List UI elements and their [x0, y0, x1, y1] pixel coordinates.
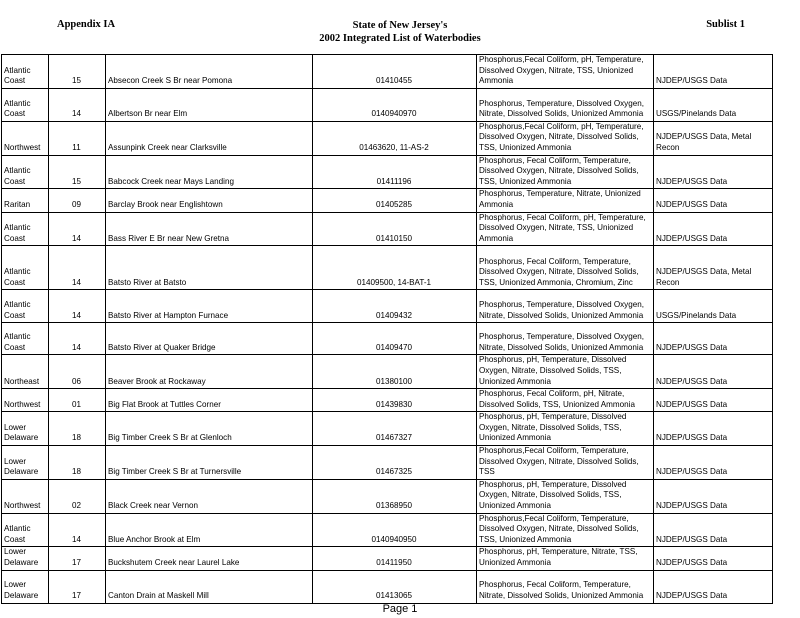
- table-row: [2, 355, 773, 389]
- parameters-cell: Phosphorus, Temperature, Dissolved Oxygen, Nitrate, Dissolved Solids, Unionized Ammonia: [477, 290, 654, 323]
- wma-cell: 14: [49, 290, 106, 323]
- site-id-cell: 01467325: [313, 446, 477, 480]
- wma-cell: 18: [49, 446, 106, 480]
- table-row: [2, 479, 773, 513]
- site-id-cell: 01380100: [313, 355, 477, 389]
- site-name-cell: Buckshutem Creek near Laurel Lake: [106, 547, 313, 570]
- region-cell: Atlantic Coast: [2, 155, 49, 189]
- site-name-cell: Beaver Brook at Rockaway: [106, 355, 313, 389]
- site-name-cell: Bass River E Br near New Gretna: [106, 212, 313, 246]
- parameters-cell: Phosphorus, pH, Temperature, Dissolved Oxygen, Nitrate, Dissolved Solids, TSS, Unionized Ammonia: [477, 479, 654, 513]
- table-row: [2, 389, 773, 412]
- wma-cell: 15: [49, 155, 106, 189]
- wma-cell: 18: [49, 412, 106, 446]
- site-name-cell: Batsto River at Hampton Furnace: [106, 290, 313, 323]
- site-id-cell: 01467327: [313, 412, 477, 446]
- wma-cell: 02: [49, 479, 106, 513]
- wma-cell: 14: [49, 88, 106, 121]
- wma-cell: 11: [49, 121, 106, 155]
- parameters-cell: Phosphorus,Fecal Coliform, pH, Temperature, Dissolved Oxygen, Nitrate, TSS, Unionized Ammonia: [477, 55, 654, 89]
- site-name-cell: Big Flat Brook at Tuttles Corner: [106, 389, 313, 412]
- parameters-cell: Phosphorus, Fecal Coliform, Temperature, Dissolved Oxygen, Nitrate, Dissolved Solids, TSS, Unionized Ammonia: [477, 155, 654, 189]
- site-name-cell: Absecon Creek S Br near Pomona: [106, 55, 313, 89]
- site-name-cell: Blue Anchor Brook at Elm: [106, 513, 313, 547]
- parameters-cell: Phosphorus,Fecal Coliform, Temperature, Dissolved Oxygen, Nitrate, Dissolved Solids, TSS, Unionized Ammonia: [477, 513, 654, 547]
- wma-cell: 01: [49, 389, 106, 412]
- data-source-cell: NJDEP/USGS Data: [654, 479, 773, 513]
- waterbody-table: [1, 54, 773, 604]
- region-cell: Northwest: [2, 389, 49, 412]
- wma-cell: 14: [49, 246, 106, 290]
- parameters-cell: Phosphorus, Temperature, Dissolved Oxygen, Nitrate, Dissolved Solids, Unionized Ammonia: [477, 323, 654, 355]
- site-id-cell: 0140940950: [313, 513, 477, 547]
- site-id-cell: 01439830: [313, 389, 477, 412]
- table-row: [2, 290, 773, 323]
- region-cell: Atlantic Coast: [2, 88, 49, 121]
- wma-cell: 09: [49, 189, 106, 212]
- table-body: [2, 55, 773, 604]
- site-id-cell: 0140940970: [313, 88, 477, 121]
- site-id-cell: 01411196: [313, 155, 477, 189]
- wma-cell: 14: [49, 323, 106, 355]
- data-source-cell: NJDEP/USGS Data: [654, 155, 773, 189]
- table-row: [2, 155, 773, 189]
- site-id-cell: 01368950: [313, 479, 477, 513]
- region-cell: Northeast: [2, 355, 49, 389]
- site-name-cell: Big Timber Creek S Br at Turnersville: [106, 446, 313, 480]
- parameters-cell: Phosphorus, Fecal Coliform, pH, Nitrate, Dissolved Solids, TSS, Unionized Ammonia: [477, 389, 654, 412]
- table-row: [2, 189, 773, 212]
- wma-cell: 14: [49, 212, 106, 246]
- site-name-cell: Batsto River at Batsto: [106, 246, 313, 290]
- table-row: [2, 412, 773, 446]
- data-source-cell: USGS/Pinelands Data: [654, 290, 773, 323]
- site-id-cell: 01413065: [313, 570, 477, 603]
- site-name-cell: Canton Drain at Maskell Mill: [106, 570, 313, 603]
- region-cell: Northwest: [2, 479, 49, 513]
- parameters-cell: Phosphorus,Fecal Coliform, pH, Temperature, Dissolved Oxygen, Nitrate, Dissolved Solids, TSS, Unionized Ammonia: [477, 121, 654, 155]
- site-name-cell: Batsto River at Quaker Bridge: [106, 323, 313, 355]
- wma-cell: 15: [49, 55, 106, 89]
- table-row: [2, 570, 773, 603]
- region-cell: Lower Delaware: [2, 547, 49, 570]
- data-source-cell: NJDEP/USGS Data: [654, 212, 773, 246]
- region-cell: Atlantic Coast: [2, 55, 49, 89]
- region-cell: Atlantic Coast: [2, 212, 49, 246]
- region-cell: Lower Delaware: [2, 570, 49, 603]
- data-source-cell: NJDEP/USGS Data: [654, 355, 773, 389]
- sublist-label: Sublist 1: [706, 19, 745, 30]
- appendix-label: Appendix IA: [57, 19, 116, 30]
- site-name-cell: Babcock Creek near Mays Landing: [106, 155, 313, 189]
- data-source-cell: NJDEP/USGS Data, Metal Recon: [654, 246, 773, 290]
- table-row: [2, 323, 773, 355]
- table-row: [2, 88, 773, 121]
- parameters-cell: Phosphorus, pH, Temperature, Nitrate, TSS, Unionized Ammonia: [477, 547, 654, 570]
- page-number: Page 1: [382, 603, 418, 615]
- data-source-cell: NJDEP/USGS Data: [654, 55, 773, 89]
- data-source-cell: NJDEP/USGS Data: [654, 570, 773, 603]
- parameters-cell: Phosphorus, Temperature, Dissolved Oxygen, Nitrate, Dissolved Solids, Unionized Ammonia: [477, 88, 654, 121]
- data-source-cell: USGS/Pinelands Data: [654, 88, 773, 121]
- data-source-cell: NJDEP/USGS Data: [654, 547, 773, 570]
- site-name-cell: Big Timber Creek S Br at Glenloch: [106, 412, 313, 446]
- site-id-cell: 01409470: [313, 323, 477, 355]
- parameters-cell: Phosphorus, Fecal Coliform, pH, Temperature, Dissolved Oxygen, Nitrate, TSS, Unionized Ammonia: [477, 212, 654, 246]
- site-id-cell: 01409432: [313, 290, 477, 323]
- region-cell: Atlantic Coast: [2, 513, 49, 547]
- site-name-cell: Black Creek near Vernon: [106, 479, 313, 513]
- table-row: [2, 55, 773, 89]
- region-cell: Atlantic Coast: [2, 323, 49, 355]
- site-name-cell: Albertson Br near Elm: [106, 88, 313, 121]
- region-cell: Lower Delaware: [2, 412, 49, 446]
- site-id-cell: 01405285: [313, 189, 477, 212]
- site-id-cell: 01409500, 14-BAT-1: [313, 246, 477, 290]
- site-name-cell: Assunpink Creek near Clarksville: [106, 121, 313, 155]
- region-cell: Northwest: [2, 121, 49, 155]
- data-source-cell: NJDEP/USGS Data: [654, 189, 773, 212]
- data-source-cell: NJDEP/USGS Data, Metal Recon: [654, 121, 773, 155]
- parameters-cell: Phosphorus,Fecal Coliform, Temperature, Dissolved Oxygen, Nitrate, Dissolved Solids, TSS: [477, 446, 654, 480]
- region-cell: Atlantic Coast: [2, 290, 49, 323]
- site-name-cell: Barclay Brook near Englishtown: [106, 189, 313, 212]
- data-source-cell: NJDEP/USGS Data: [654, 513, 773, 547]
- wma-cell: 06: [49, 355, 106, 389]
- site-id-cell: 01410455: [313, 55, 477, 89]
- site-id-cell: 01410150: [313, 212, 477, 246]
- data-source-cell: NJDEP/USGS Data: [654, 446, 773, 480]
- table-row: [2, 547, 773, 570]
- site-id-cell: 01463620, 11-AS-2: [313, 121, 477, 155]
- table-row: [2, 121, 773, 155]
- wma-cell: 17: [49, 547, 106, 570]
- title-line-2: 2002 Integrated List of Waterbodies: [319, 33, 481, 44]
- data-source-cell: NJDEP/USGS Data: [654, 412, 773, 446]
- parameters-cell: Phosphorus, Fecal Coliform, Temperature, Dissolved Oxygen, Nitrate, Dissolved Solids, TSS, Unionized Ammonia, Chromium, Zinc: [477, 246, 654, 290]
- region-cell: Atlantic Coast: [2, 246, 49, 290]
- table-row: [2, 246, 773, 290]
- title-line-1: State of New Jersey's: [352, 20, 448, 31]
- parameters-cell: Phosphorus, pH, Temperature, Dissolved Oxygen, Nitrate, Dissolved Solids, TSS, Unionized Ammonia: [477, 412, 654, 446]
- table-row: [2, 212, 773, 246]
- region-cell: Raritan: [2, 189, 49, 212]
- site-id-cell: 01411950: [313, 547, 477, 570]
- parameters-cell: Phosphorus, Fecal Coliform, Temperature, Nitrate, Dissolved Solids, Unionized Ammonia: [477, 570, 654, 603]
- parameters-cell: Phosphorus, Temperature, Nitrate, Unionized Ammonia: [477, 189, 654, 212]
- parameters-cell: Phosphorus, pH, Temperature, Dissolved Oxygen, Nitrate, Dissolved Solids, TSS, Unionized Ammonia: [477, 355, 654, 389]
- data-source-cell: NJDEP/USGS Data: [654, 389, 773, 412]
- table-row: [2, 513, 773, 547]
- document-title: [0, 19, 800, 45]
- region-cell: Lower Delaware: [2, 446, 49, 480]
- wma-cell: 14: [49, 513, 106, 547]
- table-row: [2, 446, 773, 480]
- wma-cell: 17: [49, 570, 106, 603]
- data-source-cell: NJDEP/USGS Data: [654, 323, 773, 355]
